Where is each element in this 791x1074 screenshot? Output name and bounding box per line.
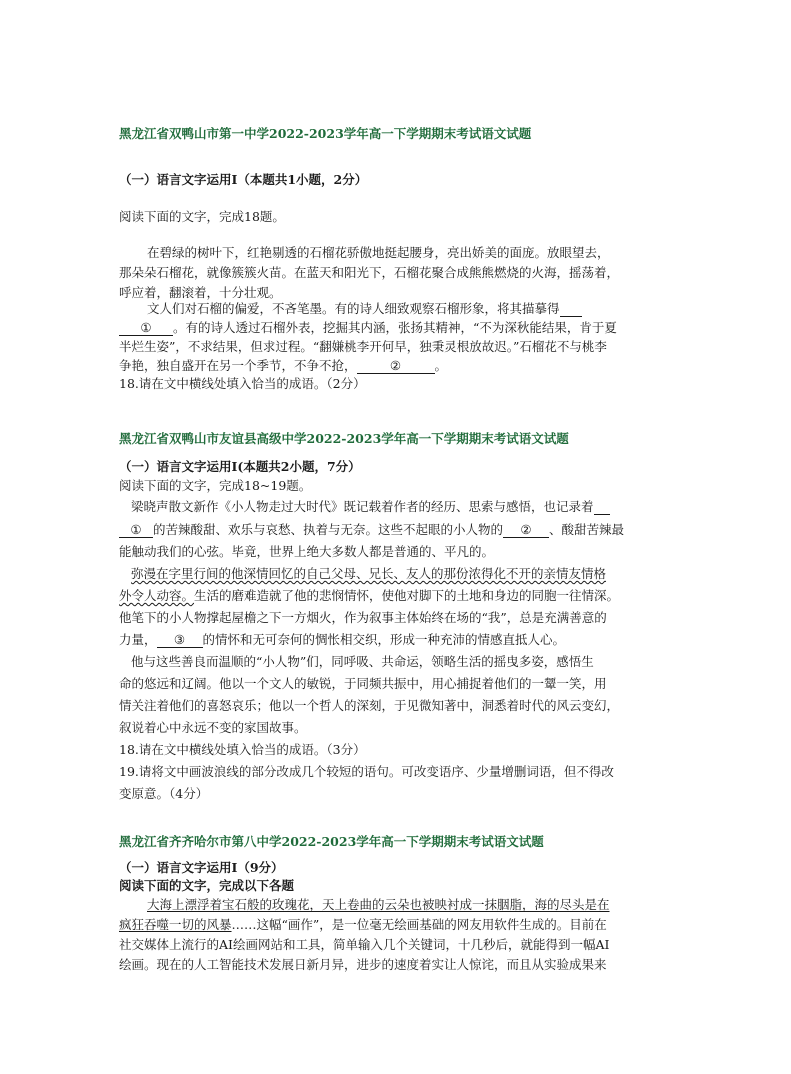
section1-question-18: 18.请在文中横线处填入恰当的成语。（2分） (119, 376, 366, 391)
section2-p3-line3: 情关注着他们的喜怒哀乐；他以一个哲人的深刻，于见微知著中，洞悉着时代的风云变幻， (119, 698, 620, 713)
section3-p1-line2-underlined: 疯狂吞噬一切的风暴 (119, 917, 232, 932)
section2-title: 黑龙江省双鸭山市友谊县高级中学2022-2023学年高一下学期期末考试语文试题 (119, 431, 569, 446)
section2-p3-line2: 命的悠远和辽阔。他以一个文人的敏锐，于同频共振中，用心捕捉着他们的一颦一笑，用 (119, 676, 607, 691)
section3-p1-line3: 社交媒体上流行的AI绘画网站和工具，简单输入几个关键词，十几秒后，就能得到一幅AI (119, 937, 610, 952)
section1-p2-line4b: 。 (434, 358, 448, 373)
section3-p1-line1-underlined: 大海上漂浮着宝石般的玫瑰花，天上卷曲的云朵也被映衬成一抹胭脂，海的尽头是在 (147, 897, 610, 912)
section2-p1-line1-text: 梁晓声散文新作《小人物走过大时代》既记载着作者的经历、思索与感悟，也记录着 (131, 499, 594, 514)
section2-p2-line4b: 的情怀和无可奈何的惆怅相交织，形成一种充沛的情感直抵人心。 (202, 632, 566, 647)
section1-p2-line3: 半烂生姿”，不求结果，但求过程。“翻嫌桃李开何早，独秉灵根放故迟。”石榴花不与桃李 (119, 339, 607, 354)
section1-p2-line1 (147, 299, 582, 317)
section2-p2-line2-text: 生活的磨难造就了他的悲悯情怀，使他对脚下的土地和身边的同胞一往情深。 (194, 588, 620, 603)
section1-p1-line1: 在碧绿的树叶下，红艳剔透的石榴花骄傲地挺起腰身，亮出娇美的面庞。放眼望去， (147, 245, 610, 260)
section2-blank1-lead (594, 499, 610, 515)
section2-p2-line4a: 力量， (119, 632, 157, 647)
section2-p3-line1: 他与这些善良而温顺的“小人物”们，同呼吸、共命运，领略生活的摇曳多姿，感悟生 (131, 654, 594, 669)
section2-p2-line4 (119, 630, 565, 648)
section3-heading: （一）语言文字运用Ⅰ（9分） (119, 860, 284, 875)
section2-p1-line3: 能触动我们的心弦。毕竟，世界上绝大多数人都是普通的、平凡的。 (119, 544, 495, 559)
section2-p1-line2b: 、酸甜苦辣最 (549, 522, 625, 537)
section1-heading: （一）语言文字运用Ⅰ（本题共1小题，2分） (119, 172, 368, 187)
section1-p2-line1-text: 文人们对石榴的偏爱，不吝笔墨。有的诗人细致观察石榴形象，将其描摹得 (147, 301, 560, 316)
section3-p1-line2 (119, 915, 607, 933)
section2-p1-line2a: 的苦辣酸甜、欢乐与哀愁、执着与无奈。这些不起眼的小人物的 (153, 522, 504, 537)
section1-title: 黑龙江省双鸭山市第一中学2022-2023学年高一下学期期末考试语文试题 (119, 126, 532, 141)
section2-blank1: ① (119, 522, 153, 538)
section3-p1-line1 (147, 895, 610, 913)
section2-blank2: ② (503, 522, 549, 538)
section1-blank1: ① (119, 320, 173, 336)
section1-p2-line4a: 争艳，独自盛开在另一个季节，不争不抢， (119, 358, 357, 373)
section1-p2-line2-text: 。有的诗人透过石榴外表，挖掘其内涵，张扬其精神，“不为深秋能结果，肯于夏 (173, 320, 617, 335)
section2-question-19-line1: 19.请将文中画波浪线的部分改成几个较短的语句。可改变语序、少量增删词语，但不得改 (119, 764, 614, 779)
section1-p2-line4 (119, 356, 447, 374)
section2-p1-line2 (119, 520, 624, 538)
section2-p3-line4: 叙说着心中永远不变的家国故事。 (119, 720, 307, 735)
section2-p1-line1 (131, 497, 610, 515)
section2-p2-line2-wavy: 外令人动容。 (119, 588, 195, 603)
section3-p1-line4: 绘画。现在的人工智能技术发展日新月异，进步的速度着实让人惊诧，而且从实验成果来 (119, 957, 607, 972)
section3-instruction: 阅读下面的文字，完成以下各题 (119, 878, 295, 893)
section2-question-18: 18.请在文中横线处填入恰当的成语。（3分） (119, 742, 366, 757)
section2-heading: （一）语言文字运用Ⅰ(本题共2小题，7分） (119, 459, 361, 474)
section2-p2-line3: 他笔下的小人物撑起屋檐之下一方烟火，作为叙事主体始终在场的“我”，总是充满善意的 (119, 610, 607, 625)
section1-p1-line2: 那朵朵石榴花，就像簇簇火苗。在蓝天和阳光下，石榴花聚合成熊熊燃烧的火海，摇荡着， (119, 265, 620, 280)
section1-instruction: 阅读下面的文字，完成18题。 (119, 209, 285, 224)
section2-question-19-line2: 变原意。（4分） (119, 786, 209, 801)
section3-title: 黑龙江省齐齐哈尔市第八中学2022-2023学年高一下学期期末考试语文试题 (119, 834, 544, 849)
section2-p2-line1-wavy: 弥漫在字里行间的他深情回忆的自己父母、兄长、友人的那份浓得化不开的亲情友情格 (131, 566, 607, 581)
section2-blank3: ③ (157, 632, 203, 648)
section1-p2-line2 (119, 318, 617, 336)
section1-blank2: ② (357, 358, 435, 374)
section2-p2-line1 (131, 564, 606, 582)
section1-blank1-lead (560, 301, 582, 317)
section1-p1-line3: 呼应着，翻滚着，十分壮观。 (119, 285, 282, 300)
section2-p2-line2 (119, 586, 619, 604)
section2-instruction: 阅读下面的文字，完成18~19题。 (119, 478, 312, 493)
section3-p1-line2-text: ……这幅“画作”，是一位毫无绘画基础的网友用软件生成的。目前在 (231, 917, 607, 932)
